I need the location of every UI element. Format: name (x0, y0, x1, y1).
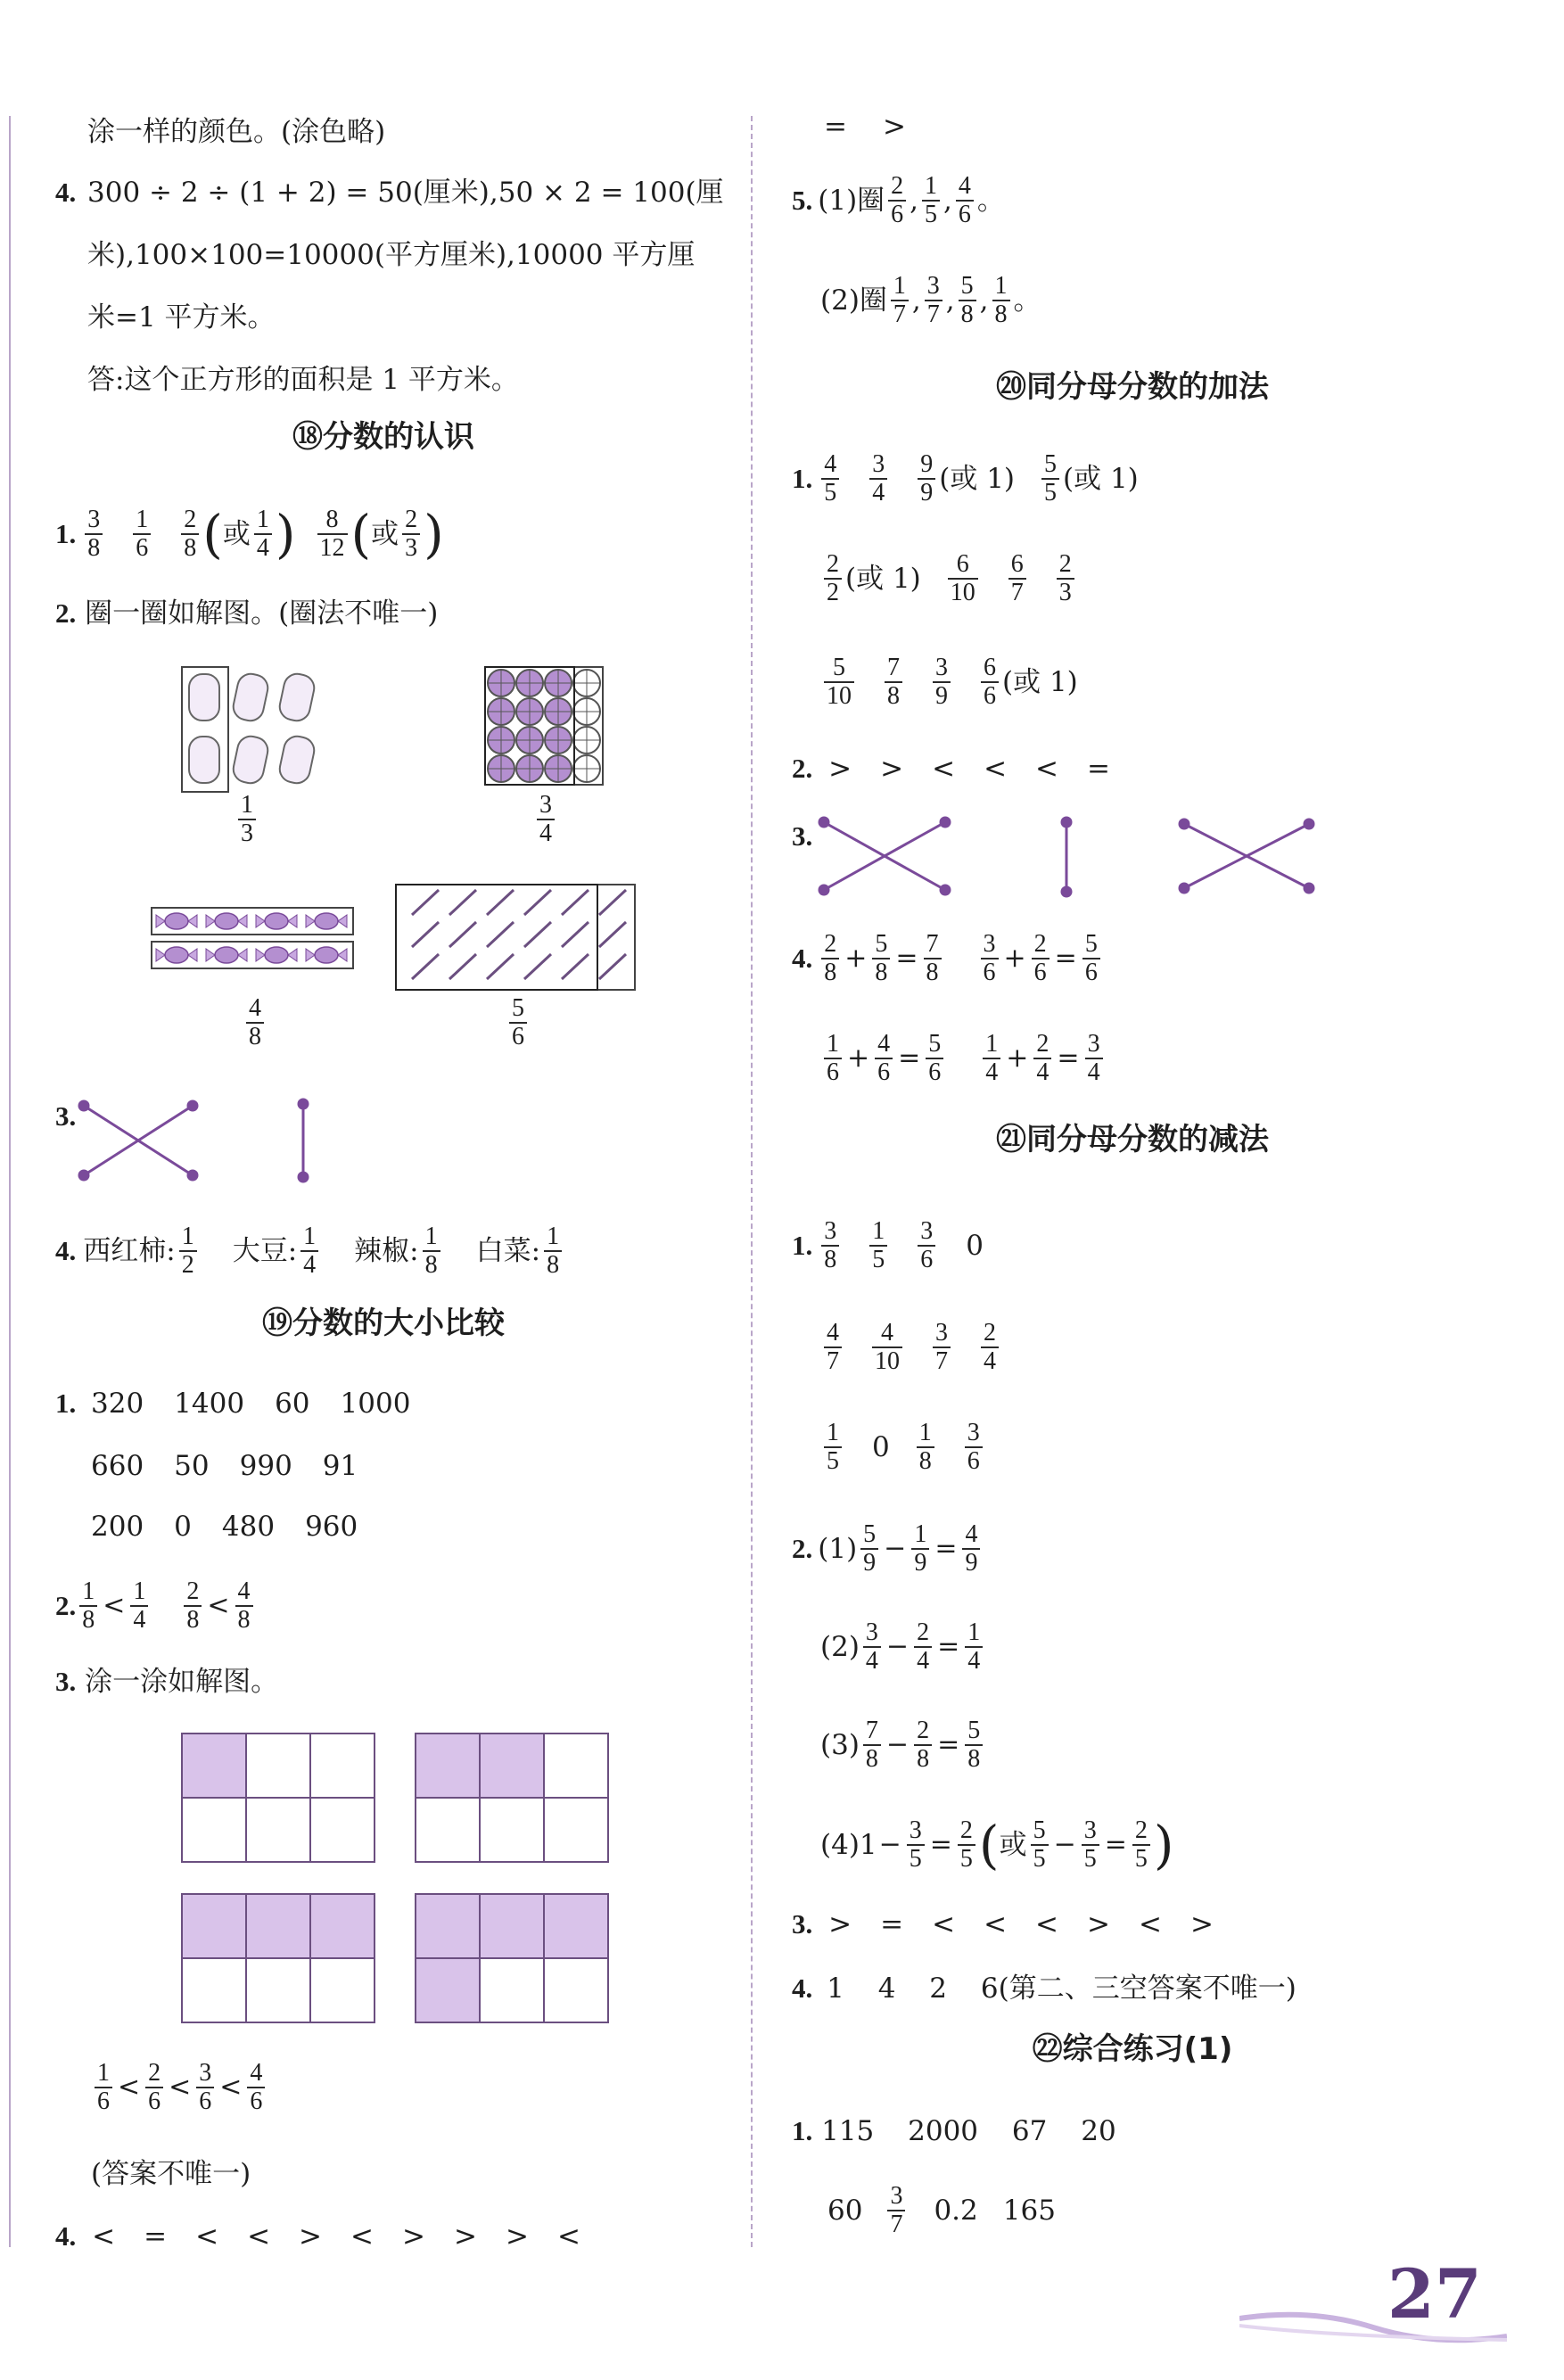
section-18-title: ⑱分数的认识 (292, 419, 474, 455)
open-paren: ( (350, 504, 372, 564)
s18-q2-text: 圈一圈如解图。(圈法不唯一) (85, 597, 439, 630)
fig-c-fraction: $\frac{4}{8}$ (243, 995, 268, 1050)
value: 0 (966, 1230, 984, 1262)
alt-text: (或 1) (1002, 666, 1078, 698)
section-21-title: ㉑同分母分数的减法 (996, 1122, 1269, 1157)
alt-text: (或 1) (1063, 463, 1139, 495)
fraction: $\frac{5}{9}$ (860, 1521, 878, 1577)
grid-cell (480, 1734, 544, 1798)
fraction: $\frac{2}{5}$ (1132, 1817, 1150, 1873)
fraction: $\frac{5}{10}$ (824, 655, 854, 710)
s18-q1 (55, 506, 444, 562)
close-paren: ) (424, 504, 444, 564)
comparison-sign: < (92, 2220, 116, 2252)
grid-cell (310, 1734, 375, 1798)
grid-cell (544, 1734, 608, 1798)
fraction: $\frac{3}{4}$ (1085, 1031, 1103, 1086)
s22-q1-row-1: 1. 115 2000 67 20 (792, 2115, 1116, 2147)
alt-text: (或 1) (845, 563, 921, 595)
grid-cell (416, 1798, 480, 1862)
q4-answer: 答:这个正方形的面积是 1 平方米。 (87, 364, 519, 396)
shaded-grids-figure (178, 1730, 624, 2042)
grid-cell (310, 1894, 375, 1958)
s18-q3-matching-lines (77, 1093, 326, 1188)
fraction: $\frac{1}{8}$ (423, 1223, 440, 1279)
fraction: $\frac{1}{4}$ (983, 1031, 1000, 1086)
fraction: $\frac{2}{6}$ (888, 173, 906, 228)
pencil-icon (599, 954, 626, 979)
comparison-sign: < (984, 1908, 1008, 1940)
tomato-label: 西红柿: (83, 1235, 176, 1267)
fraction: $\frac{5}{5}$ (1041, 451, 1059, 506)
fraction: $\frac{3}{7}$ (933, 1320, 951, 1375)
s21-q1-number: 1. (792, 1230, 813, 1261)
fraction: $\frac{1}{5}$ (869, 1218, 887, 1273)
value: 0 (872, 1431, 890, 1463)
fraction: $\frac{3}{9}$ (933, 655, 951, 710)
pencil-icon (599, 890, 626, 915)
fraction: $\frac{3}{8}$ (85, 506, 103, 562)
fraction: $\frac{5}{6}$ (1082, 931, 1100, 986)
r-q5-part-2: (2)圈 $\frac{1}{7}$ , $\frac{3}{7}$ , $\frac{5}{8}$ , $\frac{1}{8}$ 。 (820, 272, 1041, 328)
fraction: $\frac{2}{4}$ (981, 1320, 999, 1375)
fraction: $\frac{3}{7}$ (925, 273, 943, 328)
fraction: $\frac{2}{2}$ (824, 551, 842, 606)
comparison-sign: < (1035, 1908, 1059, 1940)
candy-icon (165, 913, 188, 929)
pencil-icon (524, 922, 551, 947)
fraction: $\frac{4}{6}$ (956, 173, 974, 228)
comparison-sign: < (1139, 1908, 1162, 1940)
fraction: $\frac{2}{6}$ (145, 2060, 163, 2115)
section-20-title: ⑳同分母分数的加法 (996, 369, 1269, 405)
note: (第二、三空答案不唯一) (998, 1972, 1296, 2005)
fraction: $\frac{5}{5}$ (1031, 1817, 1049, 1873)
pencil-icon (524, 890, 551, 915)
fraction: $\frac{3}{5}$ (1082, 1817, 1099, 1873)
fraction: $\frac{3}{5}$ (907, 1817, 925, 1873)
s18-q3-number: 3. (55, 1100, 77, 1132)
s21-q4-number: 4. (792, 1972, 813, 2004)
s18-q4-number: 4. (55, 1235, 77, 1266)
fraction: $\frac{2}{8}$ (914, 1717, 932, 1773)
r-q5-number: 5. (792, 185, 813, 216)
cabbage-label: 白菜: (475, 1235, 541, 1267)
grid-cell (544, 1894, 608, 1958)
s19-q3-number: 3. (55, 1666, 77, 1697)
comparison-sign: > (402, 2220, 425, 2252)
grid-cell (182, 1734, 246, 1798)
s19-q3 (55, 1664, 278, 1700)
pencil-icon (487, 890, 514, 915)
s21-q3-number: 3. (792, 1908, 813, 1939)
fraction: $\frac{3}{6}$ (196, 2060, 214, 2115)
grid-cell (310, 1958, 375, 2022)
open-paren: ( (978, 1815, 1000, 1875)
s19-q1-row-3: 200 0 480 960 (91, 1511, 358, 1543)
pencil-icon (412, 890, 439, 915)
fraction: $\frac{3}{7}$ (887, 2183, 905, 2238)
fraction: $\frac{4}{5}$ (821, 451, 839, 506)
fraction: $\frac{1}{6}$ (824, 1031, 842, 1086)
part-label: (2)圈 (820, 284, 887, 317)
circle-icons (485, 667, 600, 785)
grid-cell (480, 1958, 544, 2022)
comparison-sign: < (350, 2220, 375, 2252)
fraction: $\frac{2}{6}$ (1032, 931, 1050, 986)
candies-figure (148, 904, 357, 976)
grid-cell (416, 1894, 480, 1958)
s19-q2-number: 2. (55, 1590, 77, 1621)
fraction: $\frac{1}{4}$ (965, 1619, 983, 1675)
q4-label (55, 175, 76, 210)
pencil-icon (412, 954, 439, 979)
fraction: $\frac{2}{3}$ (402, 506, 420, 562)
top-signs: = > (824, 111, 906, 143)
less-than-sign: < (207, 1590, 230, 1621)
page-number: 27 (1387, 2254, 1482, 2334)
section-22-title: ㉒综合练习(1) (1032, 2031, 1233, 2067)
comparison-sign: < (932, 1908, 956, 1940)
pencil-icon (487, 954, 514, 979)
fraction: $\frac{2}{5}$ (958, 1817, 975, 1873)
fraction: $\frac{1}{2}$ (179, 1223, 197, 1279)
fraction: $\frac{7}{8}$ (885, 655, 902, 710)
s21-q3 (792, 1906, 1214, 1942)
pencil-icon (449, 954, 476, 979)
s18-q2-number: 2. (55, 597, 77, 629)
s19-q1-row-2: 660 50 990 91 (91, 1450, 358, 1482)
grid-cell (182, 1958, 246, 2022)
fraction: $\frac{3}{4}$ (863, 1619, 881, 1675)
grid-diagrams (182, 1734, 608, 2022)
s19-q4-number: 4. (55, 2220, 77, 2252)
s22-q1-row-2: 60 $\frac{3}{7}$ 0.2 165 (827, 2182, 1056, 2238)
pencil-icon (487, 922, 514, 947)
s19-note: (答案不唯一) (91, 2158, 251, 2190)
s20-q1-row-1 (792, 451, 1139, 506)
candy-icon (215, 947, 238, 963)
s20-q2-signs (821, 753, 1110, 785)
comparison-sign: = (1087, 753, 1111, 785)
grid-cell (246, 1734, 310, 1798)
grid-cell (544, 1958, 608, 2022)
s18-q4 (55, 1223, 565, 1279)
candy-icons (156, 913, 347, 963)
soybean-label: 大豆: (232, 1235, 298, 1267)
pencil-icon (562, 954, 589, 979)
part-label: (3) (820, 1729, 860, 1761)
fraction: $\frac{4}{6}$ (875, 1031, 893, 1086)
grid-cell (416, 1734, 480, 1798)
grid-cell (182, 1894, 246, 1958)
comparison-sign: < (556, 2220, 580, 2252)
fraction: $\frac{4}{9}$ (962, 1521, 980, 1577)
s19-chain (91, 2060, 268, 2115)
comparison-sign: > (1190, 1908, 1214, 1940)
fraction: $\frac{4}{8}$ (235, 1578, 253, 1634)
comparison-sign: = (880, 1908, 904, 1940)
fig-b-fraction: $\frac{3}{4}$ (533, 792, 558, 847)
s18-q1-number: 1. (55, 518, 77, 549)
pencil-icon (562, 922, 589, 947)
candy-icon (265, 913, 288, 929)
comparison-sign: > (828, 753, 852, 785)
fraction: $\frac{5}{8}$ (872, 931, 890, 986)
fraction: $\frac{4}{10}$ (872, 1320, 902, 1375)
fraction: $\frac{7}{8}$ (924, 931, 942, 986)
candy-icon (315, 947, 338, 963)
fraction: $\frac{6}{7}$ (1008, 551, 1026, 606)
s19-q4-signs (85, 2220, 580, 2252)
less-than-sign: < (219, 2071, 243, 2103)
comparison-sign: > (1087, 1908, 1111, 1940)
mitten-icons (189, 671, 317, 786)
fraction: $\frac{5}{6}$ (926, 1031, 943, 1086)
grid-cell (310, 1798, 375, 1862)
s20-q2 (792, 751, 1110, 786)
s21-q2-part-1: 2. (1) $\frac{5}{9}$ − $\frac{1}{9}$ = $\frac{4}{9}$ (792, 1521, 984, 1577)
s21-q1-row-1 (792, 1218, 984, 1273)
pencil-icon (449, 890, 476, 915)
fraction: $\frac{1}{8}$ (79, 1578, 97, 1634)
fraction: $\frac{7}{8}$ (863, 1717, 881, 1773)
q4-line-2: 米),100×100=10000(平方厘米),10000 平方厘 (87, 239, 696, 271)
alt-text: 或 (999, 1829, 1027, 1861)
fraction: $\frac{1}{5}$ (824, 1420, 842, 1475)
mittens-figure (178, 663, 330, 795)
pencil-icon (449, 922, 476, 947)
s18-q2 (55, 596, 438, 631)
s20-q4-row-2: $\frac{1}{6}$ + $\frac{4}{6}$ = $\frac{5}{6}$ $\frac{1}{4}$ + $\frac{2}{4}$ = $\frac{3}{4}$ (820, 1031, 1107, 1086)
fraction: $\frac{1}{4}$ (254, 506, 272, 562)
fraction: $\frac{3}{4}$ (869, 451, 887, 506)
part-label: (2) (820, 1631, 860, 1663)
pencil-icon (412, 922, 439, 947)
close-paren: ) (1153, 1815, 1174, 1875)
part-label: (4)1 (820, 1829, 877, 1861)
s21-q4: 4. 1 4 2 6(第二、三空答案不唯一) (792, 1972, 1296, 2005)
grid-cell (246, 1798, 310, 1862)
part-label: (1) (818, 1533, 858, 1565)
fraction: $\frac{1}{6}$ (133, 506, 151, 562)
fraction: $\frac{1}{9}$ (911, 1521, 929, 1577)
comparison-sign: > (454, 2220, 477, 2252)
candy-icon (165, 947, 188, 963)
less-than-sign: < (169, 2071, 192, 2103)
s19-q1-number: 1. (55, 1388, 77, 1419)
s21-q2-part-2: (2) $\frac{3}{4}$ − $\frac{2}{4}$ = $\frac{1}{4}$ (820, 1619, 986, 1675)
s20-q1-row-2 (820, 551, 1078, 606)
pencil-icons (396, 885, 626, 990)
fraction: $\frac{2}{4}$ (1033, 1031, 1051, 1086)
fraction: $\frac{1}{8}$ (992, 273, 1010, 328)
r-q5-part-1: 5. (1)圈 $\frac{2}{6}$ , $\frac{1}{5}$ , $\frac{4}{6}$ 。 (792, 172, 1005, 228)
open-paren: ( (202, 504, 223, 564)
s19-q4 (55, 2219, 580, 2254)
fraction: $\frac{6}{6}$ (981, 655, 999, 710)
s20-q4-number: 4. (792, 943, 813, 974)
s20-q1-row-3 (820, 655, 1078, 710)
fraction: $\frac{5}{8}$ (965, 1717, 983, 1773)
fraction: $\frac{2}{8}$ (184, 1578, 202, 1634)
comparison-sign: < (932, 753, 956, 785)
fraction: $\frac{1}{5}$ (922, 173, 940, 228)
q4-line-1: 300 ÷ 2 ÷ (1 + 2) = 50(厘米),50 × 2 = 100(厘 (87, 177, 724, 209)
s21-q1-row-3 (820, 1420, 986, 1475)
s21-q3-signs (821, 1908, 1214, 1940)
pencils-figure (392, 881, 638, 993)
comparison-sign: < (984, 753, 1008, 785)
candy-icon (215, 913, 238, 929)
q4-number: 4. (55, 177, 77, 208)
candy-icon (265, 947, 288, 963)
alt-text: (或 1) (939, 463, 1016, 495)
candy-icon (315, 913, 338, 929)
section-19-title: ⑲分数的大小比较 (262, 1305, 505, 1341)
fig-d-fraction: $\frac{5}{6}$ (506, 995, 531, 1050)
pencil-group-frame (396, 885, 635, 990)
pepper-label: 辣椒: (354, 1235, 419, 1267)
grid-cell (480, 1894, 544, 1958)
s20-q3-matching-lines (813, 810, 1321, 899)
column-divider (751, 116, 753, 2247)
s20-q3 (792, 819, 812, 854)
pencil-icon (562, 890, 589, 915)
grid-cell (182, 1798, 246, 1862)
circles-grid-figure (482, 663, 606, 788)
carryover-line: 涂一样的颜色。(涂色略) (87, 116, 386, 148)
fraction: $\frac{2}{8}$ (821, 931, 839, 986)
pencil-icon (524, 954, 551, 979)
comparison-sign: > (828, 1908, 852, 1940)
comparison-sign: > (505, 2220, 529, 2252)
grid-cell (246, 1894, 310, 1958)
fraction: $\frac{5}{8}$ (959, 273, 976, 328)
s22-q1-number: 1. (792, 2115, 813, 2146)
s20-q1-number: 1. (792, 463, 813, 494)
fraction: $\frac{2}{4}$ (914, 1619, 932, 1675)
s21-q2-part-4: (4)1 − $\frac{3}{5}$ = $\frac{2}{5}$ ( 或 $\frac{5}{5}$ − $\frac{3}{5}$ = $\frac{2}{5}$ ) (820, 1815, 1174, 1875)
fraction: $\frac{3}{8}$ (821, 1218, 839, 1273)
s21-q2-part-3: (3) $\frac{7}{8}$ − $\frac{2}{8}$ = $\frac{5}{8}$ (820, 1717, 986, 1773)
s21-q1-row-2 (820, 1320, 1002, 1375)
grid-cell (246, 1958, 310, 2022)
part-label: (1)圈 (818, 185, 885, 217)
grid-cell (544, 1798, 608, 1862)
fraction: $\frac{4}{6}$ (247, 2060, 265, 2115)
comparison-sign: < (247, 2220, 271, 2252)
fraction: $\frac{1}{4}$ (300, 1223, 318, 1279)
fig-a-fraction: $\frac{1}{3}$ (235, 792, 259, 847)
fraction: $\frac{1}{7}$ (891, 273, 909, 328)
fraction: $\frac{4}{7}$ (824, 1320, 842, 1375)
close-paren: ) (275, 504, 296, 564)
s21-q2-number: 2. (792, 1533, 813, 1564)
grid-cell (416, 1958, 480, 2022)
fraction: $\frac{1}{8}$ (544, 1223, 562, 1279)
s18-q3 (55, 1099, 76, 1134)
fraction: $\frac{8}{12}$ (317, 506, 348, 562)
pencil-icon (599, 922, 626, 947)
s19-q2 (55, 1578, 257, 1634)
grid-cell (480, 1798, 544, 1862)
comparison-sign: > (880, 753, 904, 785)
comparison-sign: < (195, 2220, 219, 2252)
alt-text: 或 (371, 518, 399, 550)
fraction: $\frac{2}{8}$ (181, 506, 199, 562)
q4-line-3: 米=1 平方米。 (87, 301, 276, 334)
alt-text: 或 (222, 518, 251, 550)
fraction: $\frac{1}{8}$ (917, 1420, 934, 1475)
fraction: $\frac{2}{3}$ (1057, 551, 1074, 606)
comparison-sign: = (144, 2220, 168, 2252)
s20-q2-number: 2. (792, 753, 813, 784)
comparison-sign: < (1035, 753, 1059, 785)
s20-q4-row-1: 4. $\frac{2}{8}$ + $\frac{5}{8}$ = $\frac{7}{8}$ $\frac{3}{6}$ + $\frac{2}{6}$ = $\frac{5}{6}$ (792, 931, 1104, 986)
less-than-sign: < (103, 1590, 126, 1621)
less-than-sign: < (118, 2071, 141, 2103)
fraction: $\frac{3}{6}$ (965, 1420, 983, 1475)
fraction: $\frac{6}{10}$ (948, 551, 978, 606)
fraction: $\frac{1}{6}$ (95, 2060, 112, 2115)
fraction: $\frac{1}{4}$ (130, 1578, 148, 1634)
s19-q3-text: 涂一涂如解图。 (85, 1666, 279, 1698)
s19-q1-row-1: 320 1400 60 1000 (91, 1388, 411, 1420)
fraction: $\frac{9}{9}$ (918, 451, 935, 506)
fraction: $\frac{3}{6}$ (918, 1218, 935, 1273)
left-margin-rule (9, 116, 11, 2247)
comparison-sign: > (299, 2220, 323, 2252)
fraction: $\frac{3}{6}$ (981, 931, 999, 986)
s20-q3-number: 3. (792, 820, 813, 852)
